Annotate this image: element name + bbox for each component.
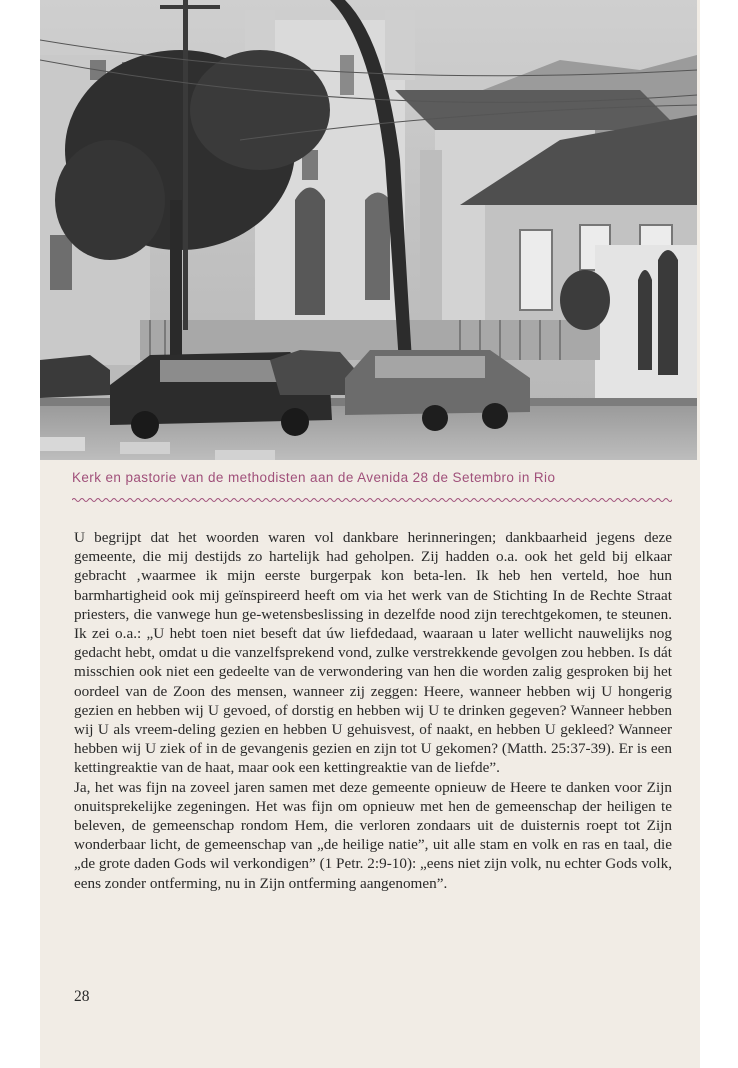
paragraph-2: Ja, het was fijn na zoveel jaren samen met deze gemeente opnieuw de Heere te danken voor Zijn onuitsprekelijke zegeningen. Het was fijn om opnieuw met hen de gemeenschap der heiligen te beleven, de gemeenschap rondom Hem, die verloren zondaars uit de duisternis roept tot Zijn wonderbaar licht, de gemeenschap van „de heilige natie”, uit alle stam en volk en ras en taal, die „de grote daden Gods wil verkondigen” (1 Petr. 2:9-10): „eens niet zijn volk, nu echter Gods volk, eens zonder ontferming, nu in Zijn ontferming aangenomen”.: [74, 778, 672, 892]
church-photo-illustration: [40, 0, 697, 460]
church-photo: [40, 0, 697, 460]
body-text: [74, 528, 672, 893]
paragraph-1: U begrijpt dat het woorden waren vol dankbare herinneringen; dankbaarheid jegens deze gemeente, die mij destijds zo hartelijk had geholpen. Zij hadden o.a. ook het geld bij elkaar gebracht ‚waarmee ik mijn eerste burgerpak kon beta-len. Ik heb hen verteld, hoe hun barmhartigheid ook mij geïnspireerd heeft om via het werk van de Stichting In de Rechte Straat priesters, die vanwege hun ge-wetensbeslissing in dezelfde nood zijn terechtgekomen, te steunen. Ik zei o.a.: „U hebt toen niet beseft dat úw liefdedaad, waaraan u later wellicht nauwelijks nog gedacht hebt, omdat u die vanzelfsprekend vond, zulke verstrekkende gevolgen zou hebben. Is dát misschien ook niet een gedeelte van de verwondering van hen die worden zalig gesproken bij het oordeel van de Zoon des mensen, wanneer zij zeggen: Heere, wanneer hebben wij U hongerig gezien en hebben wij U gevoed, of dorstig en hebben wij U te drinken gegeven? Wanneer hebben wij U als vreem-deling gezien en hebben U gehuisvest, of naakt, en hebben U gekleed? Wanneer hebben wij U ziek of in de gevangenis gezien en zijn tot U gekomen? (Matth. 25:37-39). Er is een kettingreaktie van de haat, maar ook een kettingreaktie van de liefde”.: [74, 529, 672, 777]
photo-caption: Kerk en pastorie van de methodisten aan de Avenida 28 de Setembro in Rio: [72, 470, 556, 485]
page-number: 28: [74, 988, 90, 1005]
decorative-wavy-rule: [72, 496, 672, 504]
book-page: [40, 0, 700, 1068]
